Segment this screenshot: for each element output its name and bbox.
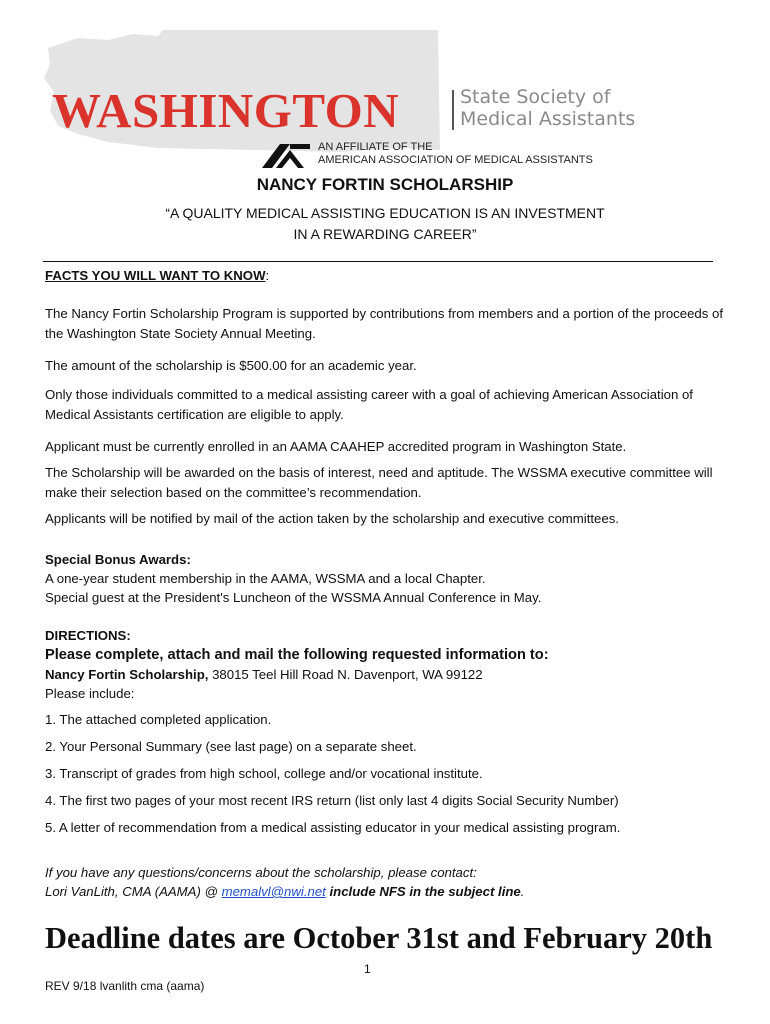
contact-email-link[interactable]: memalvl@nwi.net (221, 884, 326, 899)
page-number: 1 (364, 962, 371, 976)
society-line-1: State Society of (460, 86, 611, 108)
contact-line: If you have any questions/concerns about the scholarship, please contact: (45, 865, 477, 880)
contact-name: Lori VanLith, CMA (AAMA) @ (45, 884, 222, 899)
fact-item: The amount of the scholarship is $500.00 for an academic year. (45, 358, 417, 373)
facts-heading-text: FACTS YOU WILL WANT TO KNOW (45, 268, 266, 283)
fact-item: The Nancy Fortin Scholarship Program is supported by contributions from members and a portion of the proceeds of the Washington State Society Annual Meeting. (45, 306, 724, 341)
contact-details (45, 882, 725, 902)
bonus-line: Special guest at the President's Luncheon of the WSSMA Annual Conference in May. (45, 590, 542, 605)
direction-item: 5. A letter of recommendation from a medical assisting educator in your medical assisting program. (45, 820, 621, 835)
society-line-2: Medical Assistants (460, 108, 636, 130)
fact-item: Only those individuals committed to a medical assisting career with a goal of achieving American Association of Medical Assistants certification are eligible to apply. (45, 387, 693, 422)
address-text: 38015 Teel Hill Road N. Davenport, WA 99122 (208, 667, 483, 682)
direction-item: 4. The first two pages of your most recent IRS return (list only last 4 digits Social Security Number) (45, 793, 619, 808)
fact-item: The Scholarship will be awarded on the basis of interest, need and aptitude. The WSSMA executive committee will make their selection based on the committee’s recommendation. (45, 465, 713, 500)
include-label: Please include: (45, 686, 135, 701)
mailing-address (45, 665, 725, 685)
logo-divider (452, 90, 454, 130)
affiliate-line-1: AN AFFILIATE OF THE (318, 141, 433, 153)
logo-society-name (460, 86, 635, 130)
direction-item: 2. Your Personal Summary (see last page) on a separate sheet. (45, 739, 417, 754)
aama-emblem-icon (260, 142, 314, 168)
divider (43, 261, 713, 262)
bonus-heading: Special Bonus Awards: (45, 552, 191, 567)
motto (0, 203, 770, 245)
fact-item: Applicant must be currently enrolled in an AAMA CAAHEP accredited program in Washington State. (45, 439, 627, 454)
direction-item: 1. The attached completed application. (45, 712, 272, 727)
fact-item: Applicants will be notified by mail of the action taken by the scholarship and executive committees. (45, 511, 619, 526)
facts-heading (45, 266, 725, 286)
subject-note-period: . (520, 884, 525, 899)
affiliate-text (318, 141, 593, 167)
recipient-name: Nancy Fortin Scholarship, (45, 667, 209, 682)
bonus-line: A one-year student membership in the AAMA, WSSMA and a local Chapter. (45, 571, 486, 586)
page-title: NANCY FORTIN SCHOLARSHIP (256, 175, 514, 194)
motto-line-1: “A QUALITY MEDICAL ASSISTING EDUCATION IS AN INVESTMENT (165, 205, 605, 221)
logo-wordmark: WASHINGTON (52, 83, 400, 138)
wssma-logo (38, 30, 638, 166)
deadline-banner: Deadline dates are October 31st and February 20th (45, 921, 713, 955)
directions-instruction: Please complete, attach and mail the following requested information to: (45, 647, 549, 663)
direction-item: 3. Transcript of grades from high school, college and/or vocational institute. (45, 766, 483, 781)
revision-note: REV 9/18 lvanlith cma (aama) (45, 979, 205, 993)
affiliate-line-2: AMERICAN ASSOCIATION OF MEDICAL ASSISTANTS (318, 154, 593, 166)
facts-heading-colon: : (265, 268, 270, 283)
motto-line-2: IN A REWARDING CAREER” (293, 226, 477, 242)
directions-heading: DIRECTIONS: (45, 628, 131, 643)
subject-note: include NFS in the subject line (325, 884, 521, 899)
